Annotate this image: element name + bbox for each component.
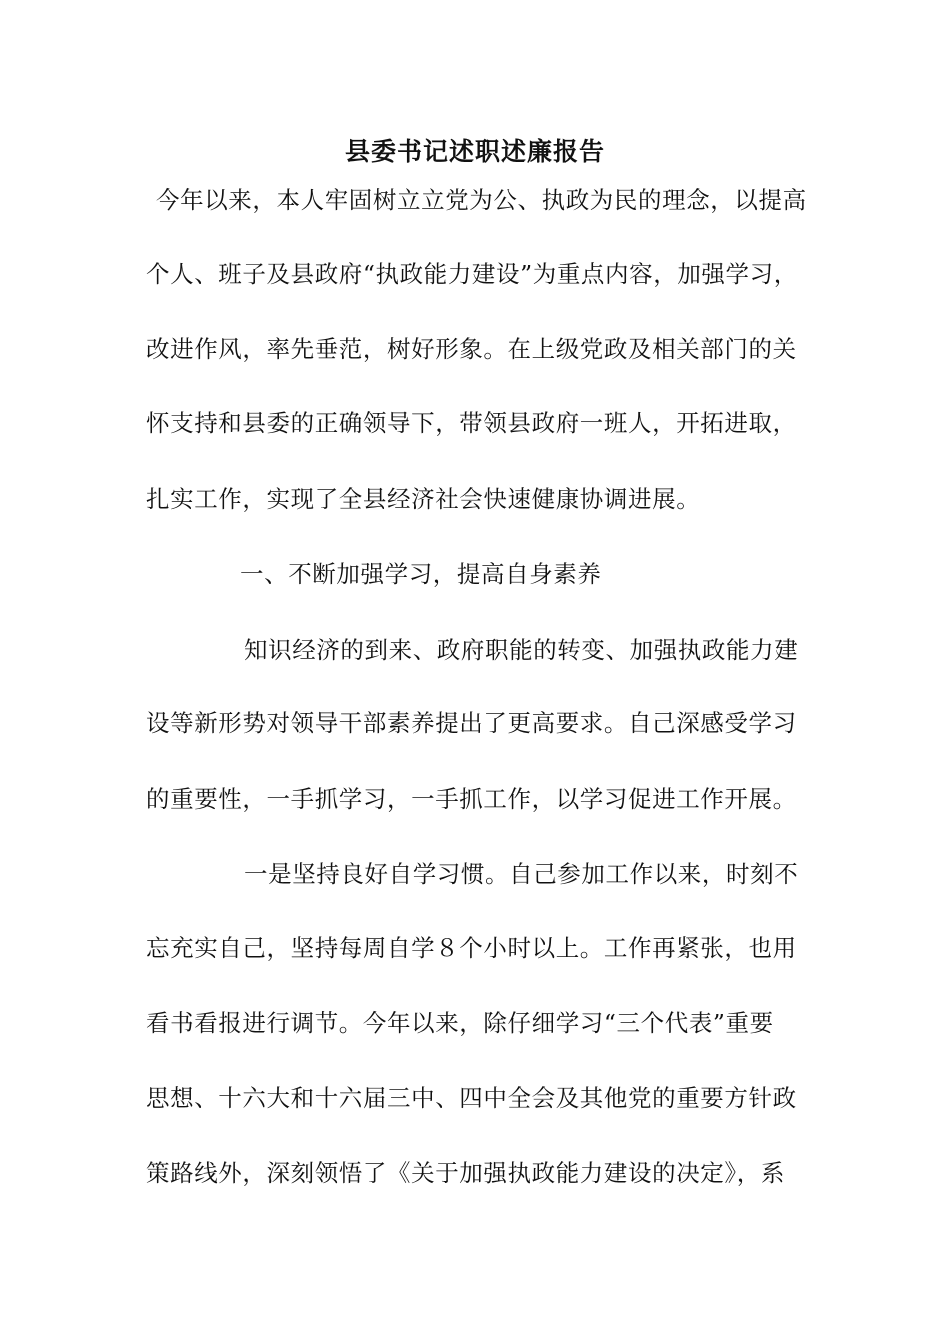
paragraph-line: 知识经济的到来、政府职能的转变、加强执政能力建 [244,636,799,664]
paragraph-line: 改进作风，率先垂范，树好形象。在上级党政及相关部门的关 [146,335,797,363]
paragraph-line: 怀支持和县委的正确领导下，带领县政府一班人，开拓进取， [146,409,797,437]
paragraph-line: 思想、十六大和十六届三中、四中全会及其他党的重要方针政 [146,1084,797,1112]
paragraph-line: 今年以来，本人牢固树立立党为公、执政为民的理念，以提高 [156,186,807,214]
paragraph-line: 设等新形势对领导干部素养提出了更高要求。自己深感受学习 [146,709,797,737]
section-heading: 一、不断加强学习，提高自身素养 [240,560,602,588]
document-title: 县委书记述职述廉报告 [344,137,605,166]
paragraph-line: 看书看报进行调节。今年以来，除仔细学习“三个代表”重要 [146,1009,774,1037]
paragraph-line: 忘充实自己，坚持每周自学８个小时以上。工作再紧张，也用 [146,934,797,962]
paragraph-line: 扎实工作，实现了全县经济社会快速健康协调进展。 [146,485,701,513]
paragraph-line: 策路线外，深刻领悟了《关于加强执政能力建设的决定》，系 [146,1159,785,1187]
paragraph-line: 的重要性，一手抓学习，一手抓工作，以学习促进工作开展。 [146,785,797,813]
paragraph-line: 一是坚持良好自学习惯。自己参加工作以来，时刻不 [244,860,799,888]
paragraph-line: 个人、班子及县政府“执政能力建设”为重点内容，加强学习， [146,260,798,288]
